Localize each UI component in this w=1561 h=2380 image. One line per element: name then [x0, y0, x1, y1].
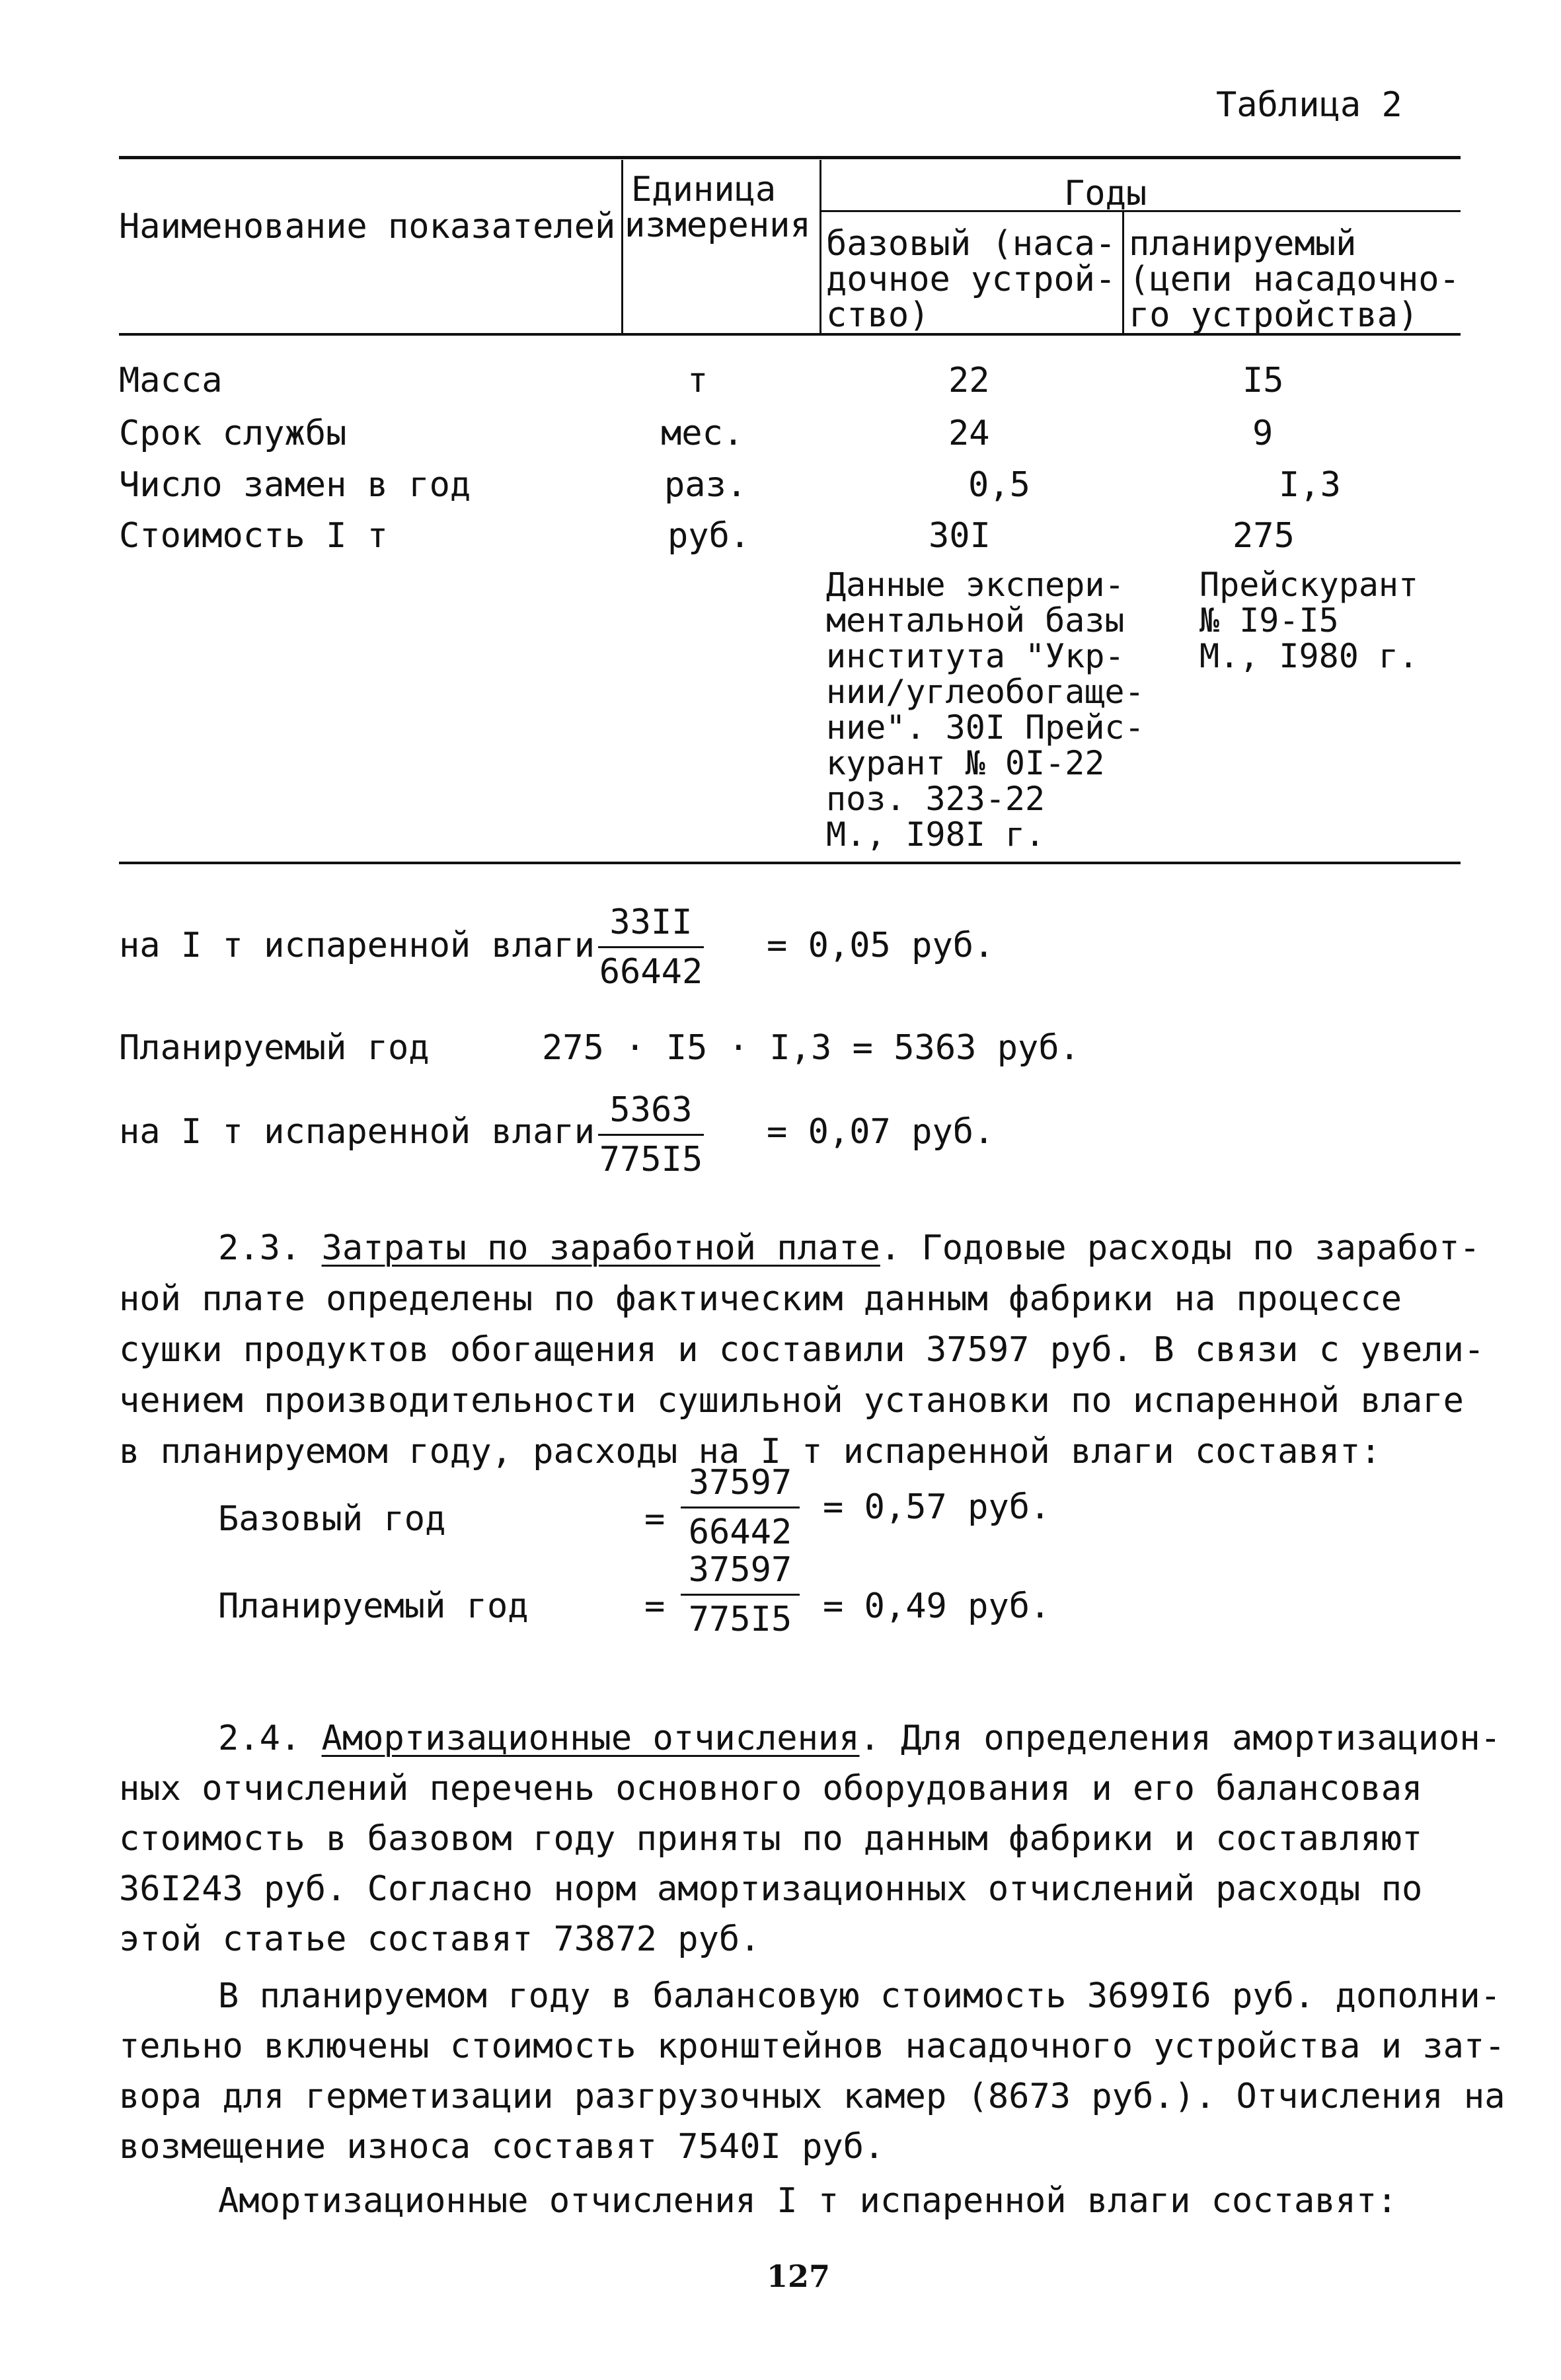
- section24-para2-line-1: В планируемом году в балансовую стоимость 3699I6 руб. дополни-: [218, 1976, 1502, 2016]
- section23-base-result: = 0,57 руб.: [823, 1487, 1051, 1527]
- calc3-result: = 0,07 руб.: [767, 1112, 995, 1152]
- section23-plan-fraction: $\frac{37597}{775I5}$: [681, 1550, 800, 1639]
- row-cost-base: 30I: [929, 516, 991, 556]
- row-repl-base: 0,5: [968, 465, 1030, 505]
- section24-line-5: этой статье составят 73872 руб.: [119, 1919, 761, 1959]
- section24-para2-line-2: тельно включены стоимость кронштейнов насадочного устройства и зат-: [119, 2027, 1505, 2066]
- header-base-3: ство): [826, 295, 930, 335]
- calc1-numerator: 33II: [598, 903, 704, 948]
- page-number: 127: [767, 2258, 831, 2294]
- section24-line-3: стоимость в базовом году приняты по данным фабрики и составляют: [119, 1819, 1423, 1859]
- calc3-label: на I т испаренной влаги: [119, 1112, 595, 1152]
- table-bottom-rule: [119, 862, 1461, 864]
- row-mass-plan: I5: [1242, 361, 1284, 400]
- row-cost-plan: 275: [1233, 516, 1295, 556]
- row-life-name: Срок службы: [119, 414, 347, 453]
- section23-plan-label: Планируемый год: [218, 1586, 529, 1626]
- section23-line-4: чением производительности сушильной установки по испаренной влаге: [119, 1381, 1464, 1421]
- section23-line-5: в планируемом году, расходы на I т испаренной влаги составят:: [119, 1432, 1381, 1471]
- header-unit-1: Единица: [631, 170, 777, 209]
- header-years: Годы: [1064, 174, 1147, 213]
- section23-plan-eq: =: [644, 1586, 666, 1626]
- row-repl-name: Число замен в год: [119, 465, 471, 505]
- section23-base-label: Базовый год: [218, 1499, 446, 1539]
- row-life-unit: мес.: [661, 414, 744, 453]
- calc3-numerator: 5363: [598, 1090, 704, 1136]
- section23-title: Затраты по заработной плате: [321, 1228, 880, 1268]
- section24-title: Амортизационные отчисления: [321, 1719, 860, 1758]
- section24-para3: Амортизационные отчисления I т испаренной влаги составят:: [218, 2181, 1398, 2221]
- row-life-plan: 9: [1252, 414, 1274, 453]
- row-cost-name: Стоимость I т: [119, 516, 388, 556]
- section24-first-line: 2.4. Амортизационные отчисления. Для определения амортизацион-: [218, 1719, 1502, 1758]
- section24-line-2: ных отчислений перечень основного оборудования и его балансовая: [119, 1769, 1423, 1808]
- section23-first-line: 2.3. Затраты по заработной плате. Годовые расходы по заработ-: [218, 1228, 1480, 1268]
- section23-line-3: сушки продуктов обогащения и составили 37597 руб. В связи с увели-: [119, 1330, 1485, 1370]
- section24-para2-line-4: возмещение износа составят 7540I руб.: [119, 2127, 885, 2167]
- calc1-result: = 0,05 руб.: [767, 926, 995, 965]
- col-divider-3: [1122, 211, 1124, 333]
- header-plan-2: (цепи насадочно-: [1129, 260, 1460, 299]
- calc3-fraction: [598, 1090, 704, 1179]
- section23-base-fraction: $\frac{37597}{66442}$: [681, 1463, 800, 1552]
- table-caption: Таблица 2: [1216, 85, 1402, 125]
- section23-number: 2.3.: [218, 1228, 301, 1268]
- calc2-expr: 275 · I5 · I,3 = 5363 руб.: [542, 1028, 1080, 1068]
- col-divider-1: [621, 160, 623, 333]
- section23-base-eq: =: [644, 1499, 666, 1539]
- header-base-2: дочное устрой-: [826, 260, 1116, 299]
- section24-number: 2.4.: [218, 1719, 301, 1758]
- row-life-base: 24: [948, 414, 990, 453]
- row-cost-unit: руб.: [667, 516, 751, 556]
- calc1-fraction: [598, 903, 704, 992]
- section23-line-2: ной плате определены по фактическим данным фабрики на процессе: [119, 1279, 1402, 1319]
- header-plan-3: го устройства): [1129, 295, 1419, 335]
- row-mass-unit: т: [687, 361, 708, 400]
- calc3-denominator: 775I5: [599, 1140, 703, 1179]
- row-mass-name: Масса: [119, 361, 223, 400]
- header-name: Наименование показателей: [119, 207, 616, 246]
- row-repl-plan: I,3: [1279, 465, 1341, 505]
- header-base-1: базовый (наса-: [826, 224, 1116, 264]
- row-mass-base: 22: [948, 361, 990, 400]
- section24-para2-line-3: вора для герметизации разгрузочных камер (8673 руб.). Отчисления на: [119, 2077, 1505, 2116]
- section23-plan-result: = 0,49 руб.: [823, 1586, 1051, 1626]
- section24-line-4: 36I243 руб. Согласно норм амортизационных отчислений расходы по: [119, 1869, 1423, 1909]
- col-divider-2: [819, 160, 821, 333]
- source-base: Данные экспери- ментальной базы института "Укр- нии/углеобогаще- ние". 30I Прейс- курант № 0I-22 поз. 323-22 М., I98I г.: [826, 566, 1145, 854]
- table-top-rule: [119, 156, 1461, 159]
- header-plan-1: планируемый: [1129, 224, 1357, 264]
- row-repl-unit: раз.: [664, 465, 747, 505]
- calc2-label: Планируемый год: [119, 1028, 430, 1068]
- source-plan: Прейскурант № I9-I5 М., I980 г.: [1199, 566, 1419, 675]
- calc1-denominator: 66442: [599, 952, 703, 992]
- header-unit-2: измерения: [625, 205, 811, 245]
- calc1-label: на I т испаренной влаги: [119, 926, 595, 965]
